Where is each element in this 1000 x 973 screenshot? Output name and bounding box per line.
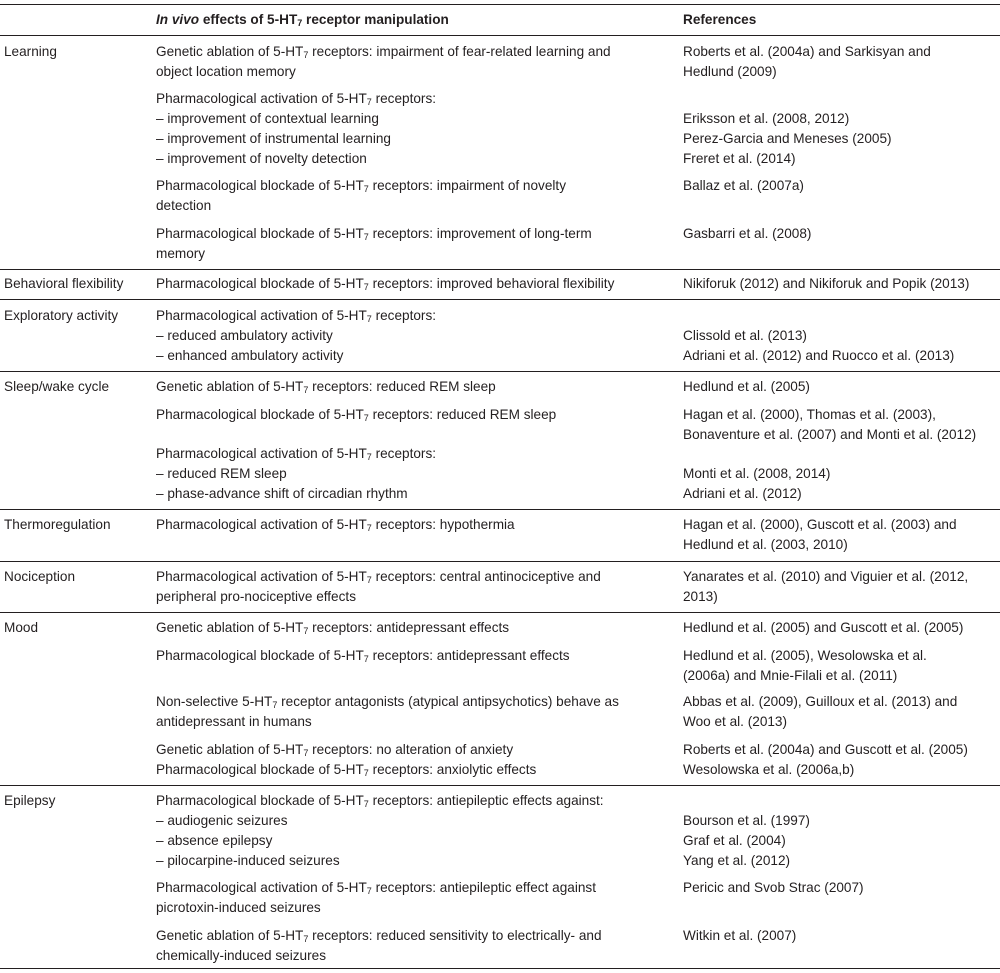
category-label: Thermoregulation — [4, 517, 111, 532]
effect-text: Genetic ablation of 5-HT — [156, 44, 304, 59]
row-divider — [0, 612, 1000, 613]
subscript: 7 — [272, 700, 278, 710]
header-italic-text: In vivo — [156, 12, 200, 27]
header-text: effects of 5-HT — [199, 12, 298, 27]
subscript: 7 — [303, 748, 309, 758]
effect-text: Pharmacological activation of 5-HT — [156, 91, 367, 106]
effect-text: Pharmacological blockade of 5-HT — [156, 762, 364, 777]
effect-text: receptors: — [371, 446, 437, 461]
subscript: 7 — [363, 282, 369, 292]
reference-line: Yang et al. (2012) — [683, 853, 791, 868]
effect-line — [156, 464, 287, 484]
reference-line: Bonaventure et al. (2007) and Monti et al. (2012) — [683, 427, 977, 442]
effect-line — [156, 811, 288, 831]
effect-text: – phase-advance shift of circadian rhythm — [156, 486, 408, 501]
subscript: 7 — [363, 184, 369, 194]
category-label: Exploratory activity — [4, 308, 119, 323]
reference-line: Yanarates et al. (2010) and Viguier et al. (2012, — [683, 569, 969, 584]
reference-line: Freret et al. (2014) — [683, 151, 796, 166]
effect-text: Pharmacological activation of 5-HT — [156, 517, 367, 532]
effect-text: receptors: antiepileptic effect against — [371, 880, 596, 895]
row-divider — [0, 269, 1000, 270]
effect-text: chemically-induced seizures — [156, 948, 326, 963]
reference-line: 2013) — [683, 589, 718, 604]
reference-line: Roberts et al. (2004a) and Sarkisyan and — [683, 44, 931, 59]
reference-line: Hagan et al. (2000), Thomas et al. (2003), — [683, 407, 936, 422]
reference-line: Wesolowska et al. (2006a,b) — [683, 762, 855, 777]
effect-line — [156, 791, 604, 811]
effect-line — [156, 176, 566, 196]
subscript: 7 — [366, 314, 372, 324]
subscript: 7 — [366, 523, 372, 533]
effect-text: Pharmacological blockade of 5-HT — [156, 407, 364, 422]
effect-text: – reduced REM sleep — [156, 466, 287, 481]
effect-text: receptor antagonists (atypical antipsychotics) behave as — [277, 694, 619, 709]
effect-text: antidepressant in humans — [156, 714, 312, 729]
effect-text: Genetic ablation of 5-HT — [156, 379, 304, 394]
subscript: 7 — [366, 886, 372, 896]
bottom-rule — [0, 968, 1000, 969]
effect-line — [156, 760, 536, 780]
effect-text: receptors: antidepressant effects — [308, 620, 510, 635]
reference-line: Monti et al. (2008, 2014) — [683, 466, 831, 481]
reference-line: Perez-Garcia and Meneses (2005) — [683, 131, 892, 146]
effect-text: peripheral pro-nociceptive effects — [156, 589, 356, 604]
effect-line — [156, 42, 611, 62]
reference-line: Hedlund et al. (2005) — [683, 379, 810, 394]
subscript: 7 — [366, 97, 372, 107]
effect-line — [156, 244, 205, 264]
effect-text: Pharmacological activation of 5-HT — [156, 446, 367, 461]
effect-line — [156, 692, 619, 712]
effect-text: receptors: antidepressant effects — [368, 648, 570, 663]
effect-text: Genetic ablation of 5-HT — [156, 620, 304, 635]
header-rule — [0, 35, 1000, 36]
category-label: Behavioral flexibility — [4, 276, 124, 291]
reference-line: Roberts et al. (2004a) and Guscott et al. (2005) — [683, 742, 968, 757]
subscript: 7 — [366, 452, 372, 462]
effect-text: receptors: improved behavioral flexibility — [368, 276, 615, 291]
reference-line: Pericic and Svob Strac (2007) — [683, 880, 864, 895]
effect-line — [156, 444, 436, 464]
effect-text: Pharmacological blockade of 5-HT — [156, 178, 364, 193]
effect-text: memory — [156, 246, 206, 261]
reference-line: Abbas et al. (2009), Guilloux et al. (2013) and — [683, 694, 958, 709]
effect-text: receptors: reduced REM sleep — [368, 407, 557, 422]
effect-line — [156, 712, 312, 732]
effect-text: – improvement of novelty detection — [156, 151, 367, 166]
header-text: receptor manipulation — [302, 12, 449, 27]
reference-line: Witkin et al. (2007) — [683, 928, 797, 943]
subscript: 7 — [363, 413, 369, 423]
subscript: 7 — [363, 768, 369, 778]
effect-text: receptors: reduced sensitivity to electrically- and — [308, 928, 602, 943]
effect-text: – improvement of instrumental learning — [156, 131, 391, 146]
reference-line: Clissold et al. (2013) — [683, 328, 807, 343]
effect-line — [156, 129, 391, 149]
effect-line — [156, 306, 436, 326]
reference-line: Hedlund et al. (2005), Wesolowska et al. — [683, 648, 927, 663]
row-divider — [0, 509, 1000, 510]
row-divider — [0, 371, 1000, 372]
effect-text: Pharmacological blockade of 5-HT — [156, 648, 364, 663]
effect-line — [156, 618, 509, 638]
effect-line — [156, 851, 340, 871]
reference-line: Graf et al. (2004) — [683, 833, 786, 848]
effect-line — [156, 89, 436, 109]
reference-line: Adriani et al. (2012) — [683, 486, 802, 501]
effect-line — [156, 484, 408, 504]
effect-text: – pilocarpine-induced seizures — [156, 853, 340, 868]
category-label: Mood — [4, 620, 39, 635]
effect-text: Genetic ablation of 5-HT — [156, 928, 304, 943]
effect-text: – reduced ambulatory activity — [156, 328, 333, 343]
effect-text: Pharmacological activation of 5-HT — [156, 880, 367, 895]
column-header-effects — [156, 10, 449, 30]
effect-line — [156, 377, 496, 397]
effect-line — [156, 405, 556, 425]
effect-line — [156, 926, 602, 946]
effect-text: receptors: reduced REM sleep — [308, 379, 496, 394]
effect-text: receptors: — [371, 308, 437, 323]
effect-line — [156, 109, 379, 129]
subscript: 7 — [363, 232, 369, 242]
effect-text: receptors: no alteration of anxiety — [308, 742, 514, 757]
effect-text: Pharmacological blockade of 5-HT — [156, 226, 364, 241]
effect-text: receptors: hypothermia — [371, 517, 515, 532]
effect-line — [156, 274, 614, 294]
effect-line — [156, 515, 515, 535]
effect-text: receptors: anxiolytic effects — [368, 762, 537, 777]
effect-line — [156, 587, 356, 607]
reference-line: Adriani et al. (2012) and Ruocco et al. (2013) — [683, 348, 955, 363]
effect-line — [156, 898, 321, 918]
subscript: 7 — [363, 799, 369, 809]
row-divider — [0, 561, 1000, 562]
effect-line — [156, 62, 296, 82]
reference-line: Woo et al. (2013) — [683, 714, 788, 729]
reference-line: (2006a) and Mnie-Filali et al. (2011) — [683, 668, 898, 683]
effect-line — [156, 646, 570, 666]
effect-line — [156, 224, 592, 244]
effect-line — [156, 740, 513, 760]
effect-line — [156, 946, 326, 966]
effect-text: receptors: antiepileptic effects against: — [368, 793, 604, 808]
effect-text: receptors: impairment of fear-related learning and — [308, 44, 611, 59]
effect-text: Pharmacological blockade of 5-HT — [156, 793, 364, 808]
effect-text: receptors: central antinociceptive and — [371, 569, 601, 584]
effect-text: – audiogenic seizures — [156, 813, 288, 828]
category-label: Sleep/wake cycle — [4, 379, 110, 394]
row-divider — [0, 299, 1000, 300]
category-label: Nociception — [4, 569, 76, 584]
effect-line — [156, 196, 211, 216]
effect-text: Pharmacological activation of 5-HT — [156, 569, 367, 584]
effect-text: object location memory — [156, 64, 296, 79]
subscript: 7 — [303, 934, 309, 944]
reference-line: Hedlund et al. (2005) and Guscott et al. (2005) — [683, 620, 964, 635]
subscript: 7 — [303, 50, 309, 60]
reference-line: Hagan et al. (2000), Guscott et al. (2003) and — [683, 517, 957, 532]
reference-line: Hedlund (2009) — [683, 64, 777, 79]
effect-text: detection — [156, 198, 212, 213]
effect-text: Genetic ablation of 5-HT — [156, 742, 304, 757]
reference-line: Hedlund et al. (2003, 2010) — [683, 537, 848, 552]
subscript: 7 — [303, 385, 309, 395]
effect-text: picrotoxin-induced seizures — [156, 900, 321, 915]
effect-text: receptors: improvement of long-term — [368, 226, 592, 241]
effect-text: Non-selective 5-HT — [156, 694, 273, 709]
subscript: 7 — [366, 575, 372, 585]
effect-line — [156, 831, 272, 851]
top-rule — [0, 4, 1000, 5]
effect-text: – enhanced ambulatory activity — [156, 348, 344, 363]
effect-text: receptors: impairment of novelty — [368, 178, 567, 193]
effect-text: – improvement of contextual learning — [156, 111, 379, 126]
effect-text: Pharmacological activation of 5-HT — [156, 308, 367, 323]
reference-line: Nikiforuk (2012) and Nikiforuk and Popik (2013) — [683, 276, 970, 291]
subscript: 7 — [297, 18, 303, 28]
effect-text: – absence epilepsy — [156, 833, 273, 848]
subscript: 7 — [363, 654, 369, 664]
row-divider — [0, 785, 1000, 786]
effect-text: receptors: — [371, 91, 437, 106]
effect-line — [156, 346, 343, 366]
effect-line — [156, 326, 333, 346]
reference-line: Gasbarri et al. (2008) — [683, 226, 812, 241]
category-label: Epilepsy — [4, 793, 56, 808]
effect-text: Pharmacological blockade of 5-HT — [156, 276, 364, 291]
effect-line — [156, 149, 367, 169]
category-label: Learning — [4, 44, 57, 59]
reference-line: Ballaz et al. (2007a) — [683, 178, 804, 193]
column-header-references: References — [683, 12, 757, 27]
reference-line: Eriksson et al. (2008, 2012) — [683, 111, 850, 126]
subscript: 7 — [303, 626, 309, 636]
effect-line — [156, 878, 596, 898]
reference-line: Bourson et al. (1997) — [683, 813, 810, 828]
effect-line — [156, 567, 601, 587]
